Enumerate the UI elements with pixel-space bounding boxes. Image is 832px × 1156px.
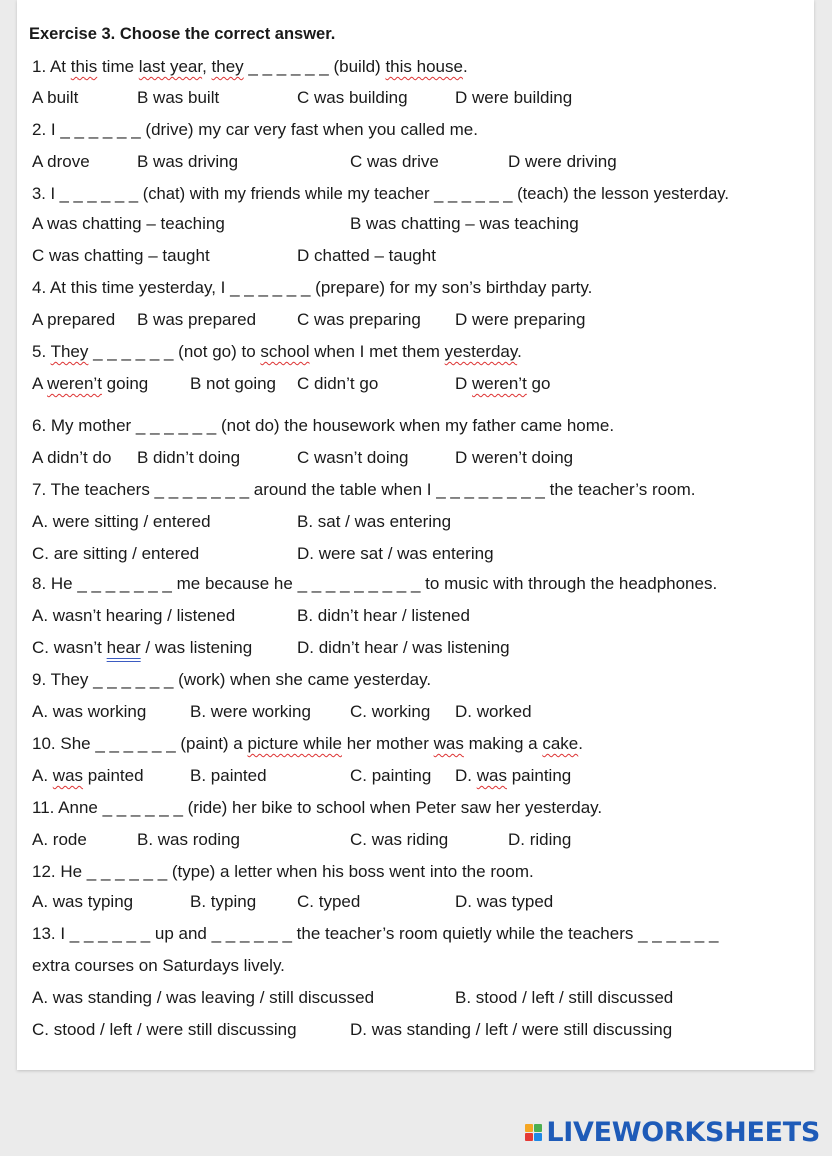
q13-option-b[interactable]: B. stood / left / still discussed xyxy=(455,988,674,1007)
q7-option-c[interactable]: C. are sitting / entered xyxy=(32,544,200,563)
question-7-text: 7. The teachers _ _ _ _ _ _ _ around the table when I _ _ _ _ _ _ _ _ the teacher’s room. xyxy=(32,480,696,499)
question-10-text: 10. She _ _ _ _ _ _ (paint) a picture while her mother was making a cake. xyxy=(32,734,583,753)
question-9-text: 9. They _ _ _ _ _ _ (work) when she came yesterday. xyxy=(32,670,432,689)
q1-option-b[interactable]: B was built xyxy=(137,88,220,107)
q10-word: was xyxy=(52,766,84,785)
q1-option-a[interactable]: A built xyxy=(32,88,79,107)
q1-word: last year xyxy=(138,57,203,76)
q1-word: this house xyxy=(385,57,463,76)
exercise-title: Exercise 3. Choose the correct answer. xyxy=(29,25,336,43)
q5-word: weren’t xyxy=(47,374,102,393)
q12-option-d[interactable]: D. was typed xyxy=(455,892,554,911)
q3-option-b[interactable]: B was chatting – was teaching xyxy=(350,214,579,233)
q6-option-c[interactable]: C wasn’t doing xyxy=(297,448,409,467)
q8-option-d[interactable]: D. didn’t hear / was listening xyxy=(297,638,510,657)
q1-word: this xyxy=(70,57,98,76)
q10-option-c[interactable]: C. painting xyxy=(350,766,432,785)
question-12-text: 12. He _ _ _ _ _ _ (type) a letter when his boss went into the room. xyxy=(32,862,534,881)
q13-option-d[interactable]: D. was standing / left / were still discussing xyxy=(350,1020,673,1039)
question-5-text: 5. They _ _ _ _ _ _ (not go) to school when I met them yesterday. xyxy=(32,342,522,361)
q8-word: hear xyxy=(106,638,141,657)
q11-option-a[interactable]: A. rode xyxy=(32,830,87,849)
q13-option-c[interactable]: C. stood / left / were still discussing xyxy=(32,1020,297,1039)
q8-option-c[interactable]: C. wasn’t hear / was listening xyxy=(32,638,253,657)
q12-option-b[interactable]: B. typing xyxy=(190,892,257,911)
q5-word: yesterday xyxy=(444,342,518,361)
q10-option-d[interactable]: D. was painting xyxy=(455,766,572,785)
q3-option-a[interactable]: A was chatting – teaching xyxy=(32,214,225,233)
q10-option-b[interactable]: B. painted xyxy=(190,766,267,785)
q10-word: picture while xyxy=(247,734,342,753)
q9-option-d[interactable]: D. worked xyxy=(455,702,532,721)
q1-option-d[interactable]: D were building xyxy=(455,88,573,107)
q9-option-a[interactable]: A. was working xyxy=(32,702,147,721)
q3-option-d[interactable]: D chatted – taught xyxy=(297,246,436,265)
q5-option-a[interactable]: A weren’t going xyxy=(32,374,149,393)
logo-square-icon xyxy=(534,1124,542,1132)
q10-option-a[interactable]: A. was painted xyxy=(32,766,144,785)
q8-option-b[interactable]: B. didn’t hear / listened xyxy=(297,606,470,625)
q2-option-c[interactable]: C was drive xyxy=(350,152,439,171)
q7-option-d[interactable]: D. were sat / was entering xyxy=(297,544,494,563)
q3-option-c[interactable]: C was chatting – taught xyxy=(32,246,210,265)
q6-option-d[interactable]: D weren’t doing xyxy=(455,448,574,467)
logo-square-icon xyxy=(525,1124,533,1132)
q13-option-a[interactable]: A. was standing / was leaving / still discussed xyxy=(32,988,375,1007)
q12-option-a[interactable]: A. was typing xyxy=(32,892,134,911)
q5-option-d[interactable]: D weren’t go xyxy=(455,374,551,393)
q2-option-b[interactable]: B was driving xyxy=(137,152,239,171)
q5-option-b[interactable]: B not going xyxy=(190,374,277,393)
q4-option-c[interactable]: C was preparing xyxy=(297,310,421,329)
q7-option-a[interactable]: A. were sitting / entered xyxy=(32,512,211,531)
q10-word: was xyxy=(476,766,507,785)
question-2-text: 2. I _ _ _ _ _ _ (drive) my car very fast when you called me. xyxy=(32,120,478,139)
question-13-text: 13. I _ _ _ _ _ _ up and _ _ _ _ _ _ the teacher’s room quietly while the teachers _ _ _ _ _ _ xyxy=(32,924,719,943)
q8-option-a[interactable]: A. wasn’t hearing / listened xyxy=(32,606,236,625)
q7-option-b[interactable]: B. sat / was entering xyxy=(297,512,452,531)
brand-name: LIVEWORKSHEETS xyxy=(546,1117,820,1148)
question-3-text: 3. I _ _ _ _ _ _ (chat) with my friends while my teacher _ _ _ _ _ _ (teach) the lesson yesterday. xyxy=(32,184,729,203)
q4-option-b[interactable]: B was prepared xyxy=(137,310,257,329)
question-1-text: 1. At this time last year, they _ _ _ _ _ _ (build) this house. xyxy=(32,57,468,76)
q9-option-b[interactable]: B. were working xyxy=(190,702,311,721)
question-11-text: 11. Anne _ _ _ _ _ _ (ride) her bike to school when Peter saw her yesterday. xyxy=(32,798,603,817)
q2-option-d[interactable]: D were driving xyxy=(508,152,617,171)
question-6-text: 6. My mother _ _ _ _ _ _ (not do) the housework when my father came home. xyxy=(32,416,615,435)
q6-option-b[interactable]: B didn’t doing xyxy=(137,448,241,467)
q11-option-d[interactable]: D. riding xyxy=(508,830,572,849)
q4-option-d[interactable]: D were preparing xyxy=(455,310,586,329)
q1-word: they xyxy=(211,57,244,76)
q4-option-a[interactable]: A prepared xyxy=(32,310,116,329)
q12-option-c[interactable]: C. typed xyxy=(297,892,361,911)
q5-word: school xyxy=(260,342,310,361)
q10-word: was xyxy=(433,734,464,753)
question-8-text: 8. He _ _ _ _ _ _ _ me because he _ _ _ _ _ _ _ _ _ to music with through the headphones. xyxy=(32,574,718,593)
q5-option-c[interactable]: C didn’t go xyxy=(297,374,379,393)
q5-word: weren’t xyxy=(472,374,527,393)
logo-square-icon xyxy=(534,1133,542,1141)
q1-option-c[interactable]: C was building xyxy=(297,88,408,107)
question-13-text-cont: extra courses on Saturdays lively. xyxy=(32,956,285,975)
q9-option-c[interactable]: C. working xyxy=(350,702,431,721)
q11-option-c[interactable]: C. was riding xyxy=(350,830,449,849)
liveworksheets-logo[interactable] xyxy=(525,1117,820,1148)
q11-option-b[interactable]: B. was roding xyxy=(137,830,240,849)
q2-option-a[interactable]: A drove xyxy=(32,152,90,171)
q10-word: cake xyxy=(542,734,579,753)
question-4-text: 4. At this time yesterday, I _ _ _ _ _ _ (prepare) for my son’s birthday party. xyxy=(32,278,593,297)
logo-square-icon xyxy=(525,1133,533,1141)
q5-word: They xyxy=(50,342,89,361)
logo-grid-icon xyxy=(525,1124,542,1141)
q6-option-a[interactable]: A didn’t do xyxy=(32,448,112,467)
